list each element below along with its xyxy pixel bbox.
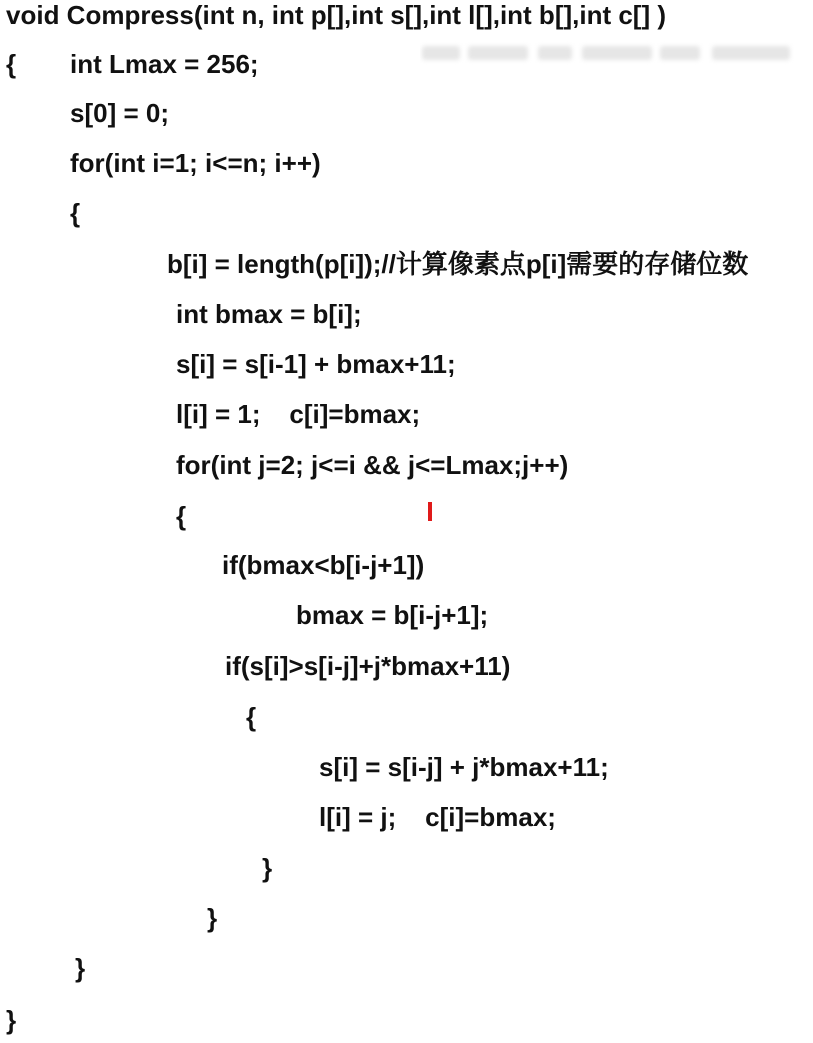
code-line-outer-close: } bbox=[75, 953, 86, 983]
code-line-function-close: } bbox=[6, 1005, 17, 1035]
code-line-bmax-decl: int bmax = b[i]; bbox=[176, 299, 362, 329]
code-line-l-c-assign: l[i] = 1; c[i]=bmax; bbox=[176, 399, 421, 429]
text-cursor bbox=[428, 502, 432, 521]
code-line-s-update: s[i] = s[i-1] + bmax+11; bbox=[176, 349, 456, 379]
code-line-if-open: { bbox=[246, 702, 257, 732]
code-line-signature: void Compress(int n, int p[],int s[],int l[],int b[],int c[] ) bbox=[6, 0, 667, 30]
code-line-s0-init: s[0] = 0; bbox=[70, 98, 169, 128]
code-line-open-brace: { bbox=[6, 49, 17, 79]
code-line-s-min-update: s[i] = s[i-j] + j*bmax+11; bbox=[319, 752, 609, 782]
code-line-bmax-assign: bmax = b[i-j+1]; bbox=[296, 600, 489, 630]
code-line-inner-for: for(int j=2; j<=i && j<=Lmax;j++) bbox=[176, 450, 569, 480]
code-line-outer-for: for(int i=1; i<=n; i++) bbox=[70, 148, 321, 178]
code-line-lmax-decl: int Lmax = 256; bbox=[70, 49, 259, 79]
code-line-if-close: } bbox=[262, 853, 273, 883]
code-line-if-bmax: if(bmax<b[i-j+1]) bbox=[222, 550, 425, 580]
code-line-inner-close: } bbox=[207, 903, 218, 933]
code-line-outer-open: { bbox=[70, 198, 81, 228]
code-line-l-c-update: l[i] = j; c[i]=bmax; bbox=[319, 802, 556, 832]
blurred-watermark bbox=[420, 40, 795, 66]
code-line-if-s: if(s[i]>s[i-j]+j*bmax+11) bbox=[225, 651, 511, 681]
code-line-length-comment: b[i] = length(p[i]);//计算像素点p[i]需要的存储位数 bbox=[167, 249, 749, 279]
code-line-inner-open: { bbox=[176, 501, 187, 531]
